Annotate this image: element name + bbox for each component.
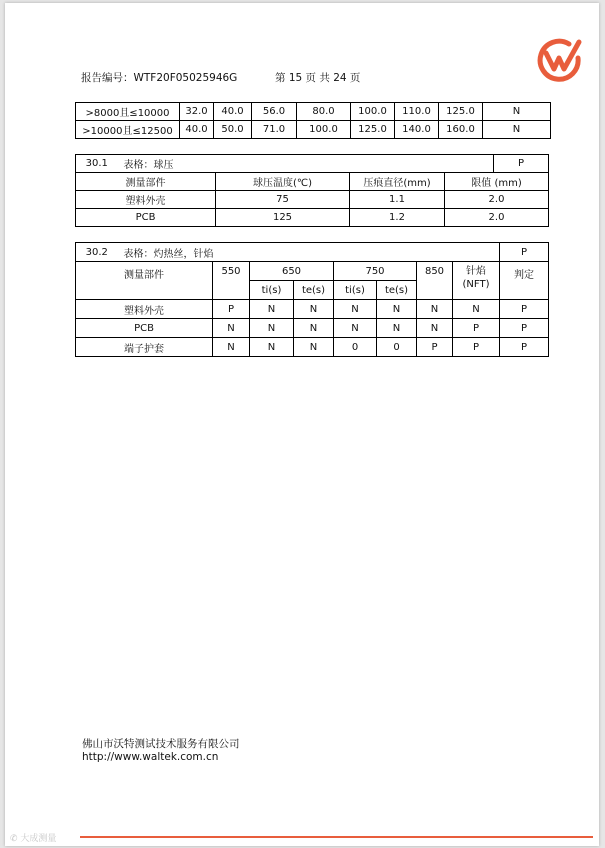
table-row: [76, 338, 549, 357]
value-cell: 100.0: [351, 103, 395, 121]
value-cell: 71.0: [252, 121, 297, 139]
watermark-text: 大成测量: [20, 834, 57, 844]
result-cell: N: [417, 300, 453, 319]
value-cell: 80.0: [297, 103, 351, 121]
table-row: [76, 319, 549, 338]
report-number-label: 报告编号：: [81, 72, 134, 84]
value-cell: 110.0: [395, 103, 439, 121]
result-cell: N: [250, 319, 294, 338]
value-cell: 100.0: [297, 121, 351, 139]
result-cell: N: [250, 300, 294, 319]
temperature-cell: 75: [216, 191, 350, 209]
report-number: [81, 70, 237, 85]
table-row: [76, 103, 551, 121]
table-row: [76, 121, 551, 139]
temperature-cell: 125: [216, 209, 350, 227]
result-cell: N: [377, 300, 417, 319]
column-header-part: 测量部件: [76, 262, 213, 300]
range-cell: >10000且≤12500: [76, 121, 180, 139]
result-cell: N: [294, 338, 334, 357]
value-cell: 32.0: [180, 103, 214, 121]
result-cell: P: [453, 319, 500, 338]
waltek-logo-icon: [533, 36, 583, 82]
value-cell: 56.0: [252, 103, 297, 121]
clause-number: 30.2: [76, 243, 118, 262]
needle-flame-label: 针焰: [466, 266, 486, 277]
result-cell: N: [334, 319, 377, 338]
result-cell: N: [453, 300, 500, 319]
column-header-te: te(s): [294, 281, 334, 300]
judgement-cell: P: [500, 300, 549, 319]
result-cell: 0: [377, 338, 417, 357]
column-header-650: 650: [250, 262, 334, 281]
result-cell: N: [294, 319, 334, 338]
section-header-row: [76, 243, 549, 262]
result-cell: P: [213, 300, 250, 319]
glow-wire-table: [75, 242, 549, 357]
part-cell: PCB: [76, 319, 213, 338]
ball-pressure-table: [75, 154, 549, 227]
result-cell: N: [250, 338, 294, 357]
report-number-value: WTF20F05025946G: [133, 72, 238, 84]
value-cell: 50.0: [214, 121, 252, 139]
column-header-te: te(s): [377, 281, 417, 300]
diameter-cell: 1.1: [350, 191, 445, 209]
result-cell: N: [213, 319, 250, 338]
result-cell: P: [453, 338, 500, 357]
judgement-cell: P: [500, 319, 549, 338]
report-page: [5, 3, 599, 846]
column-header-ti: ti(s): [334, 281, 377, 300]
result-cell: N: [213, 338, 250, 357]
range-cell: >8000且≤10000: [76, 103, 180, 121]
section-title: 表格：灼热丝，针焰: [118, 243, 500, 262]
part-cell: PCB: [76, 209, 216, 227]
column-header-750: 750: [334, 262, 417, 281]
diameter-cell: 1.2: [350, 209, 445, 227]
result-cell: N: [294, 300, 334, 319]
column-header-850: 850: [417, 262, 453, 300]
result-cell: 0: [334, 338, 377, 357]
section-verdict: P: [494, 155, 549, 173]
table-row: [76, 300, 549, 319]
column-header-judgement: 判定: [500, 262, 549, 300]
clause-number: 30.1: [76, 155, 118, 173]
value-cell: 160.0: [439, 121, 483, 139]
watermark-icon: ✆: [10, 834, 18, 844]
company-name: 佛山市沃特测试技术服务有限公司: [82, 738, 240, 750]
result-cell: N: [417, 319, 453, 338]
needle-flame-sublabel: (NFT): [462, 279, 490, 290]
page-indicator: 第 15 页 共 24 页: [275, 72, 361, 84]
column-header: 压痕直径(mm): [350, 173, 445, 191]
value-cell: 140.0: [395, 121, 439, 139]
table-row: [76, 191, 549, 209]
judgement-cell: P: [500, 338, 549, 357]
limits-table: [75, 102, 551, 139]
column-header-row: [76, 262, 549, 281]
value-cell: 125.0: [439, 103, 483, 121]
part-cell: 端子护套: [76, 338, 213, 357]
result-cell: N: [334, 300, 377, 319]
table-row: [76, 209, 549, 227]
verdict-cell: N: [483, 121, 551, 139]
limit-cell: 2.0: [445, 209, 549, 227]
watermark: [10, 831, 56, 844]
column-header-row: [76, 173, 549, 191]
company-url: http://www.waltek.com.cn: [82, 751, 219, 763]
column-header-ti: ti(s): [250, 281, 294, 300]
column-header-550: 550: [213, 262, 250, 300]
column-header-needle-flame: [453, 262, 500, 300]
limit-cell: 2.0: [445, 191, 549, 209]
result-cell: N: [377, 319, 417, 338]
footer-divider: [80, 836, 593, 838]
result-cell: P: [417, 338, 453, 357]
verdict-cell: N: [483, 103, 551, 121]
part-cell: 塑料外壳: [76, 191, 216, 209]
section-title: 表格：球压: [118, 155, 494, 173]
value-cell: 40.0: [180, 121, 214, 139]
part-cell: 塑料外壳: [76, 300, 213, 319]
column-header: 限值 (mm): [445, 173, 549, 191]
value-cell: 125.0: [351, 121, 395, 139]
section-header-row: [76, 155, 549, 173]
section-verdict: P: [500, 243, 549, 262]
column-header: 球压温度(℃): [216, 173, 350, 191]
column-header: 测量部件: [76, 173, 216, 191]
value-cell: 40.0: [214, 103, 252, 121]
